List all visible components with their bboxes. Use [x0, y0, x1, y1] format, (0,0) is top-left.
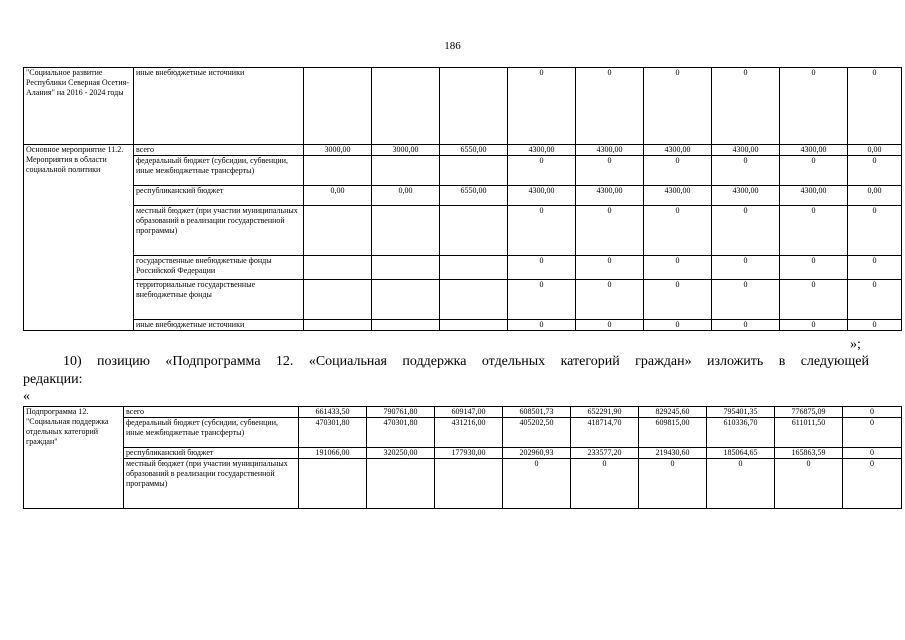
amount-cell: 0	[644, 280, 712, 320]
amount-cell: 4300,00	[712, 145, 780, 156]
amount-cell: 0	[639, 459, 707, 509]
amount-cell: 4300,00	[780, 186, 848, 206]
amount-cell	[304, 320, 372, 331]
amount-cell: 0	[780, 156, 848, 186]
amount-cell	[372, 280, 440, 320]
amount-cell: 4300,00	[508, 145, 576, 156]
amount-cell	[440, 280, 508, 320]
program-title: Подпрограмма 12.	[26, 407, 89, 416]
amount-cell: 3000,00	[372, 145, 440, 156]
amount-cell: 0	[707, 459, 775, 509]
amount-cell: 0	[576, 280, 644, 320]
amount-cell: 0	[508, 206, 576, 256]
program-name: "Социальное развитие Республики Северная Осетия-Алания" на 2016 - 2024 годы	[26, 68, 130, 97]
amount-cell: 0	[712, 206, 780, 256]
amount-cell: 4300,00	[780, 145, 848, 156]
amount-cell: 0	[848, 280, 902, 320]
amount-cell: 0	[848, 256, 902, 280]
amount-cell: 0	[775, 459, 843, 509]
amount-cell: 0	[712, 256, 780, 280]
amount-cell	[367, 459, 435, 509]
page-number: 186	[444, 40, 461, 52]
funding-source-cell: федеральный бюджет (субсидии, субвенции, иные межбюджетные трансферты)	[134, 156, 304, 186]
table-row	[24, 418, 902, 448]
amount-cell: 0	[780, 68, 848, 145]
amount-cell: 219430,60	[639, 448, 707, 459]
amount-cell: 470301,80	[299, 418, 367, 448]
amount-cell: 0	[780, 280, 848, 320]
funding-source-cell: государственные внебюджетные фонды Российской Федерации	[134, 256, 304, 280]
amount-cell: 0	[508, 256, 576, 280]
amount-cell: 0	[571, 459, 639, 509]
amount-cell: 0	[848, 68, 902, 145]
funding-source-cell: республиканский бюджет	[124, 448, 299, 459]
table-row	[24, 145, 902, 156]
table-row	[24, 320, 902, 331]
funding-source-cell: республиканский бюджет	[134, 186, 304, 206]
amount-cell: 795401,35	[707, 407, 775, 418]
amount-cell	[304, 256, 372, 280]
amount-cell: 418714,70	[571, 418, 639, 448]
amount-cell: 0	[576, 256, 644, 280]
amount-cell: 4300,00	[644, 186, 712, 206]
amount-cell: 0	[644, 206, 712, 256]
amount-cell: 3000,00	[304, 145, 372, 156]
table-row	[24, 280, 902, 320]
funding-source-cell: местный бюджет (при участии муниципальных образований в реализации государственной программы)	[124, 459, 299, 509]
amount-cell: 0	[576, 68, 644, 145]
amount-cell: 0	[843, 407, 902, 418]
table-row	[24, 459, 902, 509]
amount-cell: 0	[848, 320, 902, 331]
amount-cell: 0	[576, 206, 644, 256]
amount-cell: 165863,59	[775, 448, 843, 459]
amount-cell: 0,00	[848, 145, 902, 156]
table-row	[24, 156, 902, 186]
amount-cell: 0	[508, 280, 576, 320]
amount-cell	[372, 68, 440, 145]
amount-cell: 0,00	[848, 186, 902, 206]
amount-cell: 0	[712, 280, 780, 320]
program-name: "Социальная поддержка отдельных категорий граждан"	[26, 417, 109, 446]
amount-cell	[372, 156, 440, 186]
amount-cell: 191066,00	[299, 448, 367, 459]
amount-cell	[372, 256, 440, 280]
amount-cell: 776875,09	[775, 407, 843, 418]
table-row	[24, 448, 902, 459]
table-row	[24, 186, 902, 206]
amount-cell: 0	[780, 256, 848, 280]
table-row	[24, 256, 902, 280]
amount-cell: 0	[503, 459, 571, 509]
amount-cell: 4300,00	[508, 186, 576, 206]
amount-cell: 4300,00	[576, 186, 644, 206]
funding-source-cell: территориальные государственные внебюджетные фонды	[134, 280, 304, 320]
funding-source-cell: иные внебюджетные источники	[134, 68, 304, 145]
table-row	[24, 68, 902, 145]
amount-cell: 6550,00	[440, 145, 508, 156]
opening-quote-mark: «	[23, 389, 30, 404]
amount-cell: 0	[843, 448, 902, 459]
program-name-cell	[24, 68, 134, 145]
amount-cell: 0	[843, 459, 902, 509]
amount-cell	[440, 156, 508, 186]
amount-cell: 0	[712, 320, 780, 331]
amount-cell	[435, 459, 503, 509]
amount-cell: 0	[576, 156, 644, 186]
amount-cell: 6550,00	[440, 186, 508, 206]
amount-cell: 0	[644, 256, 712, 280]
amount-cell: 790761,80	[367, 407, 435, 418]
amount-cell	[440, 256, 508, 280]
amount-cell	[440, 206, 508, 256]
amount-cell: 609147,00	[435, 407, 503, 418]
table-row	[24, 407, 902, 418]
amount-cell: 4300,00	[712, 186, 780, 206]
amount-cell	[304, 206, 372, 256]
amount-cell: 4300,00	[644, 145, 712, 156]
amount-cell: 0	[780, 206, 848, 256]
amount-cell	[372, 320, 440, 331]
funding-source-cell: местный бюджет (при участии муниципальных образований в реализации государственной программы)	[134, 206, 304, 256]
amount-cell: 609815,00	[639, 418, 707, 448]
amount-cell: 0	[780, 320, 848, 331]
amount-cell	[299, 459, 367, 509]
amount-cell: 0	[508, 68, 576, 145]
program-funding-table	[23, 67, 902, 331]
program-name-cell	[24, 407, 124, 509]
amount-cell	[304, 156, 372, 186]
amount-cell: 0	[848, 156, 902, 186]
amount-cell: 431216,00	[435, 418, 503, 448]
amount-cell: 202960,93	[503, 448, 571, 459]
amount-cell: 185064,65	[707, 448, 775, 459]
amount-cell	[372, 206, 440, 256]
funding-source-cell: всего	[134, 145, 304, 156]
table-row	[24, 206, 902, 256]
amount-cell: 0	[712, 68, 780, 145]
subprogram-12-funding-table	[23, 406, 902, 509]
amount-cell: 177930,00	[435, 448, 503, 459]
amount-cell: 0	[712, 156, 780, 186]
amount-cell: 0	[576, 320, 644, 331]
amendment-paragraph-line-1: 10) позицию «Подпрограмма 12. «Социальная поддержка отдельных категорий граждан» изложить в следующей	[63, 354, 869, 369]
closing-quote-mark: »;	[850, 337, 861, 352]
program-name-cell	[24, 145, 134, 331]
amount-cell: 0	[508, 320, 576, 331]
amount-cell: 0	[508, 156, 576, 186]
amount-cell: 0	[644, 156, 712, 186]
program-name: Основное мероприятие 11.2. Мероприятия в области социальной политики	[26, 145, 124, 174]
amount-cell: 233577,20	[571, 448, 639, 459]
amount-cell: 611011,50	[775, 418, 843, 448]
funding-source-cell: федеральный бюджет (субсидии, субвенции, иные межбюджетные трансферты)	[124, 418, 299, 448]
amount-cell	[440, 320, 508, 331]
amount-cell: 610336,70	[707, 418, 775, 448]
funding-source-cell: иные внебюджетные источники	[134, 320, 304, 331]
funding-source-cell: всего	[124, 407, 299, 418]
amount-cell: 829245,60	[639, 407, 707, 418]
amount-cell: 0	[644, 320, 712, 331]
amount-cell: 470301,80	[367, 418, 435, 448]
amendment-paragraph-line-2: редакции:	[23, 372, 83, 387]
amount-cell: 405202,50	[503, 418, 571, 448]
amount-cell: 0,00	[372, 186, 440, 206]
amount-cell: 652291,90	[571, 407, 639, 418]
amount-cell: 0	[644, 68, 712, 145]
amount-cell: 0,00	[304, 186, 372, 206]
amount-cell: 0	[848, 206, 902, 256]
amount-cell: 320250,00	[367, 448, 435, 459]
amount-cell: 608501,73	[503, 407, 571, 418]
amount-cell: 4300,00	[576, 145, 644, 156]
amount-cell: 661433,50	[299, 407, 367, 418]
amount-cell	[440, 68, 508, 145]
amount-cell: 0	[843, 418, 902, 448]
amount-cell	[304, 68, 372, 145]
amount-cell	[304, 280, 372, 320]
